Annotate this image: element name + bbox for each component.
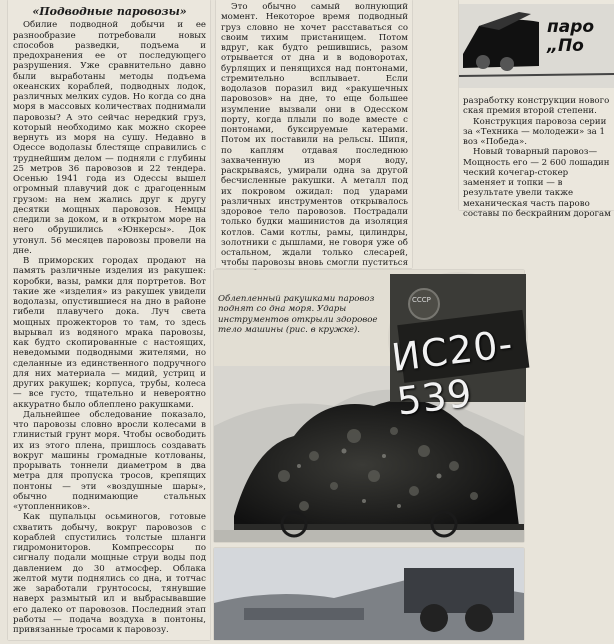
- number-plate-inset: [389, 274, 526, 424]
- bottom-locomotive-graphic: [214, 548, 524, 640]
- banner-title: паро „По: [547, 17, 595, 56]
- banner-photo: [459, 4, 614, 88]
- right-paragraph-3: Новый товарный паровоз— Мощность его — 2 600 лошадин ческий кочегар-стокер заменяет и топки — в результате увели также механическая часть парово составы по бескрайним дорогам: [463, 147, 611, 219]
- emblem-text: СССР: [412, 296, 431, 304]
- paragraph-5: Это обычно самый волнующий момент. Некоторое время подводный груз словно не хочет расставаться со своим тихим пристанищем. Потом вдруг, как будто решившись, разом отрывается от дна и в водоворотах, бурлящих и пенящихся над понтонами, стремительно всплывает. Если водолазов поразил вид «ракушечных паровозов» на дне, то еще большее изумление вызвали они в Одесском порту, когда плыли по воде вместе с понтонами, буксируемые катерами. Потом их поставили на рельсы. Шипя, по каплям отдавая последнюю захваченную из моря воду, раскрываясь, умирали одна за другой бесчисленные ракушки. А металл под их покровом ожидал: под ударами различных инструментов открывалось здоровое тело паровозов. Пострадали только будки машинистов да изоляция котлов. Сами котлы, рамы, цилиндры, золотники с дышлами, не говоря уже об остальном, ждали только слесарей, чтобы паровозы вновь смогли пуститься: [221, 2, 408, 269]
- paragraph-1: Обилие подводной добычи и ее разнообразие потребовали новых способов разведки, подъема и предохранения ее от последующего разрушения. Уже сравнительно давно были выработаны методы подъема океанских кораблей, подводных лодок, различных мелких судов. Но когда со дна моря в массовых количествах поднимали паровозы? А это сейчас нередкий груз, который необходимо как можно скорее вернуть из моря на сушу. Недавно в Одессе водолазы блестяще справились с труднейшим делом — подняли с глубины 25 метров 36 паровозов и 22 тендера. Осенью 1941 года из Одессы вышел огромный плавучий док с драгоценным грузом: на нем жались друг к другу десятки мощных паровозов. Немцы следили за доком, и в открытом море на него обрушились «Юнкерсы». Док утонул. 56 месяцев паровозы провели на дне.: [13, 20, 206, 256]
- paragraph-3: Дальнейшее обследование показало, что паровозы словно вросли колесами в глинистый грунт моря. Чтобы освободить их из этого плена, пришлось создавать вокруг машины громадные котлованы, прорывать тоннели диаметром в два метра для пропуска тросов, крепящих понтоны — эти «воздушные шары», обычно поднимающие стальных «утопленников».: [13, 409, 206, 512]
- left-column-text: [8, 0, 210, 635]
- clipping-middle-text: [216, 0, 412, 268]
- locomotive-number: ИС20-539: [389, 321, 516, 424]
- clipping-bottom-photo: [214, 548, 524, 640]
- right-column-text: [463, 96, 613, 219]
- right-paragraph-2: Конструкция паровоза серии за «Техника — молодежи» за 1 воз «Победа».: [463, 116, 607, 147]
- paragraph-2: В приморских городах продают на память различные изделия из ракушек: коробки, вазы, рамки для портретов. Вот такие же «изделия» из ракушек увидели водолазы, опустившиеся на дно в районе гибели плавучего дока. Луч света мощных прожекторов то там, то здесь вырывал из водяного мрака паровозы, как будто скопированные с настоящих, неведомыми подводными жителями, но сделанные из единственного подручного для них материала — мидий, устриц и других ракушек; корпуса, трубы, колеса — все густо, тщательно и невероятно аккуратно было облеплено ракушками.: [13, 256, 206, 410]
- middle-column-text: [216, 0, 412, 279]
- clipping-right-column: [459, 0, 614, 219]
- right-paragraph-1: разработку конструкции нового ская премия второй степени.: [463, 96, 610, 117]
- article-heading: «Подводные паровозы»: [32, 5, 187, 18]
- clipping-left-column: [8, 0, 210, 640]
- clipping-photo: [214, 270, 524, 542]
- paragraph-4: Как щупальцы осьминогов, готовые схватить добычу, вокруг паровозов с кораблей спустились толстые шланги гидромониторов. Компрессоры по сигналу подали мощные струи воды под давлением до 30 атмосфер. Облака желтой мути поднялись со дна, и тотчас же заработали грунтососы, тянувшие наверх размытый ил и выбрасывавшие его далеко от паровозов. Последний этап работы — подача воздуха в понтоны, привязанные тросами к паровозу.: [13, 512, 206, 635]
- photo-caption: Облепленный ракушками паровоз поднят со дна моря. Удары инструментов открыли здоровое тело машины (рис. в кружке).: [218, 294, 378, 335]
